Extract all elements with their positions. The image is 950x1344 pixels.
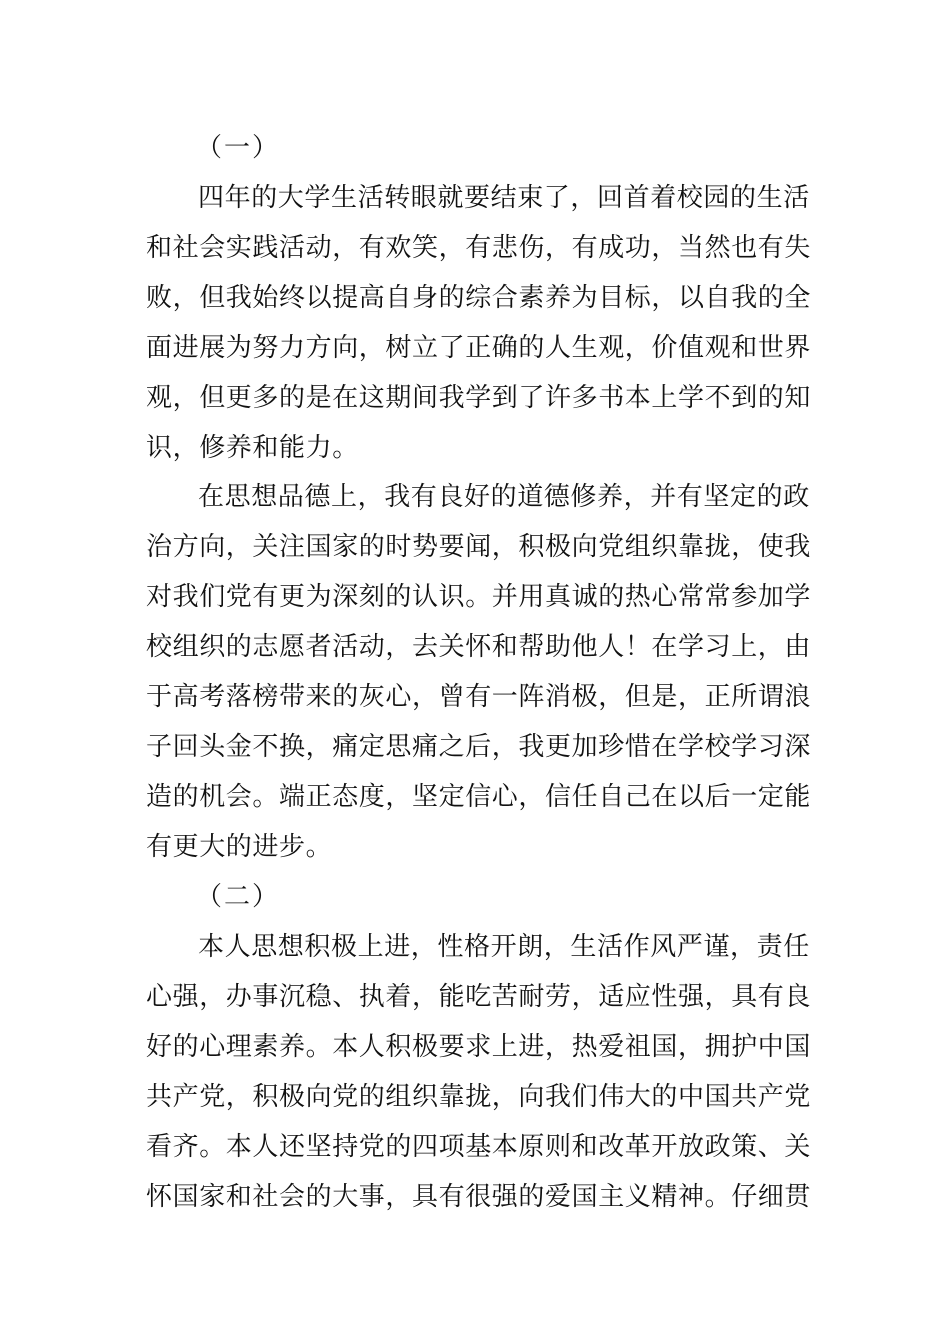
paragraph-line: 心强，办事沉稳、执着，能吃苦耐劳，适应性强，具有良 xyxy=(146,982,812,1012)
paragraph-line: 四年的大学生活转眼就要结束了，回首着校园的生活 xyxy=(198,183,810,213)
paragraph-line: 看齐。本人还坚持党的四项基本原则和改革开放政策、关 xyxy=(146,1132,812,1162)
paragraph-line: 好的心理素养。本人积极要求上进，热爱祖国，拥护中国 xyxy=(146,1032,812,1062)
paragraph-line: 观，但更多的是在这期间我学到了许多书本上学不到的知 xyxy=(146,383,812,413)
section-heading-2: （二） xyxy=(196,882,281,912)
paragraph-line: 有更大的进步。 xyxy=(146,832,333,862)
paragraph-line: 本人思想积极上进，性格开朗，生活作风严谨，责任 xyxy=(198,932,810,962)
paragraph-line: 治方向，关注国家的时势要闻，积极向党组织靠拢，使我 xyxy=(146,532,812,562)
paragraph-line: 在思想品德上，我有良好的道德修养，并有坚定的政 xyxy=(198,482,810,512)
paragraph-line: 怀国家和社会的大事，具有很强的爱国主义精神。仔细贯 xyxy=(146,1182,812,1212)
paragraph-line: 对我们党有更为深刻的认识。并用真诚的热心常常参加学 xyxy=(146,582,812,612)
paragraph-line: 面进展为努力方向，树立了正确的人生观，价值观和世界 xyxy=(146,333,812,363)
paragraph-line: 和社会实践活动，有欢笑，有悲伤，有成功，当然也有失 xyxy=(146,233,812,263)
section-heading-1: （一） xyxy=(196,133,281,163)
paragraph-line: 识，修养和能力。 xyxy=(146,433,359,463)
paragraph-line: 共产党，积极向党的组织靠拢，向我们伟大的中国共产党 xyxy=(146,1082,812,1112)
paragraph-line: 校组织的志愿者活动，去关怀和帮助他人！在学习上，由 xyxy=(146,632,812,662)
paragraph-line: 于高考落榜带来的灰心，曾有一阵消极，但是，正所谓浪 xyxy=(146,682,812,712)
paragraph-line: 造的机会。端正态度，坚定信心，信任自己在以后一定能 xyxy=(146,782,812,812)
paragraph-line: 子回头金不换，痛定思痛之后，我更加珍惜在学校学习深 xyxy=(146,732,812,762)
paragraph-line: 败，但我始终以提高自身的综合素养为目标，以自我的全 xyxy=(146,283,812,313)
